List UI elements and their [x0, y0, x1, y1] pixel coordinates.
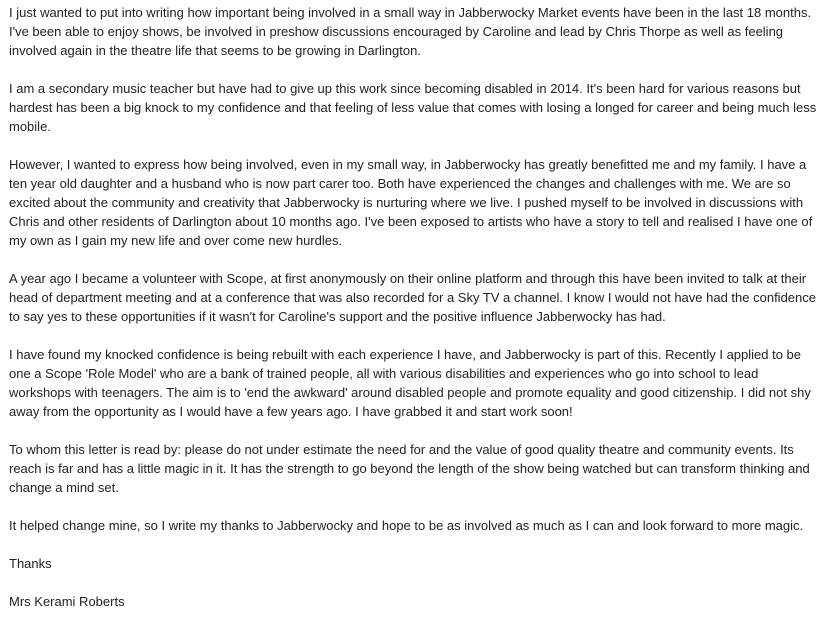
- paragraph-2: I am a secondary music teacher but have had to give up this work since becoming disabled in 2014. It's been hard for various reasons but hardest has been a big knock to my confidence and that feeling of less value that comes with losing a longed for career and being much less mobile.: [9, 81, 817, 134]
- paragraph-4: A year ago I became a volunteer with Scope, at first anonymously on their online platform and through this have been invited to talk at their head of department meeting and at a conference that was also recorded for a Sky TV a channel. I know I would not have had the confidence to say yes to these opportunities if it wasn't for Caroline's support and the positive influence Jabberwocky has had.: [9, 271, 816, 324]
- closing: Thanks: [9, 556, 52, 571]
- paragraph-3: However, I wanted to express how being involved, even in my small way, in Jabberwocky has greatly benefitted me and my family. I have a ten year old daughter and a husband who is now part carer too. Both have experienced the changes and challenges with me. We are so excited about the community and creativity that Jabberwocky is nurturing where we live. I pushed myself to be involved in discussions with Chris and other residents of Darlington about 10 months ago. I've been exposed to artists who have a story to tell and realised I have one of my own as I gain my new life and over come new hurdles.: [9, 157, 813, 248]
- paragraph-7: It helped change mine, so I write my thanks to Jabberwocky and hope to be as involved as much as I can and look forward to more magic.: [9, 518, 804, 533]
- paragraph-6: To whom this letter is read by: please do not under estimate the need for and the value of good quality theatre and community events. Its reach is far and has a little magic in it. It has the strength to go beyond the length of the show being watched but can transform thinking and change a mind set.: [9, 442, 810, 495]
- signature: Mrs Kerami Roberts: [9, 594, 125, 609]
- paragraph-1: I just wanted to put into writing how important being involved in a small way in Jabberwocky Market events have been in the last 18 months. I've been able to enjoy shows, be involved in preshow discussions encouraged by Caroline and lead by Chris Thorpe as well as feeling involved again in the theatre life that seems to be growing in Darlington.: [9, 5, 812, 58]
- paragraph-5: I have found my knocked confidence is being rebuilt with each experience I have, and Jabberwocky is part of this. Recently I applied to be one a Scope 'Role Model' who are a bank of trained people, all with various disabilities and experiences who go into school to lead workshops with teenagers. The aim is to 'end the awkward' around disabled people and promote equality and good citizenship. I did not shy away from the opportunity as I would have a few years ago. I have grabbed it and start work soon!: [9, 347, 811, 419]
